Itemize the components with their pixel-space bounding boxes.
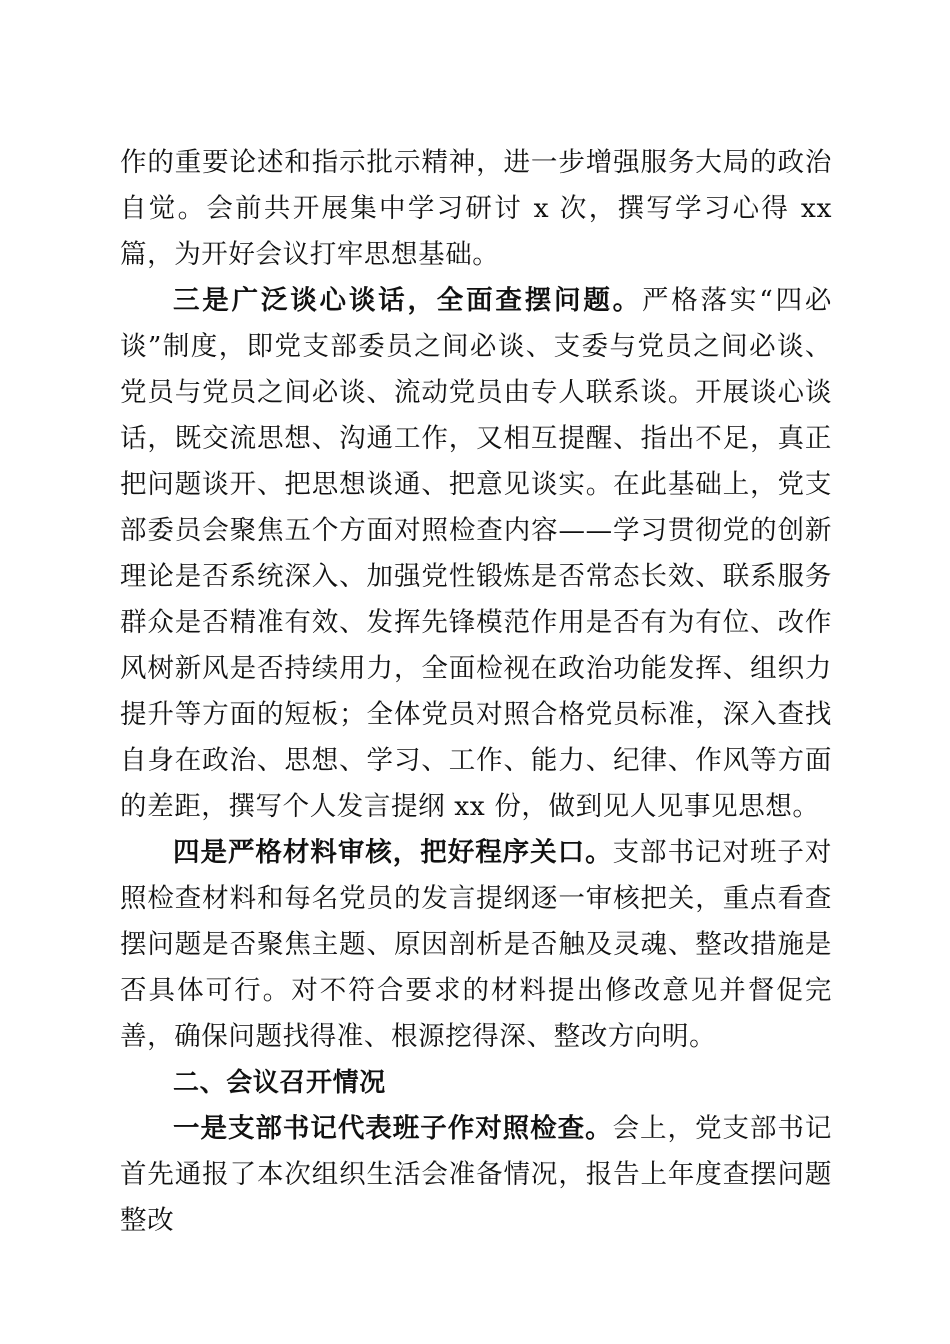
paragraph-review — [120, 830, 832, 1060]
paragraph-lead: 四是严格材料审核，把好程序关口。 — [173, 837, 613, 868]
paragraph-text: 严格落实“四必谈”制度，即党支部委员之间必谈、支委与党员之间必谈、党员与党员之间必谈、流动党员由专人联系谈。开展谈心谈话，既交流思想、沟通工作，又相互提醒、指出不足，真正把问题谈开、把思想谈通、把意见谈实。在此基础上，党支部委员会聚焦五个方面对照检查内容——学习贯彻党的创新理论是否系统深入、加强党性锻炼是否常态长效、联系服务群众是否精准有效、发挥先锋模范作用是否有为有位、改作风树新风是否持续用力，全面检视在政治功能发挥、组织力提升等方面的短板；全体党员对照合格党员标准，深入查找自身在政治、思想、学习、工作、能力、纪律、作风等方面的差距，撰写个人发言提纲 xx 份，做到见人见事见思想。 — [120, 285, 832, 822]
paragraph-text: 会上，党支部书记首先通报了本次组织生活会准备情况，报告上年度查摆问题整改 — [120, 1113, 832, 1236]
document-body — [120, 140, 832, 1244]
section-heading: 二、会议召开情况 — [173, 1068, 386, 1098]
paragraph-lead: 三是广泛谈心谈话，全面查摆问题。 — [173, 285, 642, 316]
paragraph-talks — [120, 278, 832, 830]
paragraph-meeting — [120, 1106, 832, 1244]
paragraph-text: 作的重要论述和指示批示精神，进一步增强服务大局的政治自觉。会前共开展集中学习研讨 x 次，撰写学习心得 xx 篇，为开好会议打牢思想基础。 — [120, 147, 832, 270]
paragraph-continuation — [120, 140, 832, 278]
paragraph-text: 支部书记对班子对照检查材料和每名党员的发言提纲逐一审核把关，重点看查摆问题是否聚焦主题、原因剖析是否触及灵魂、整改措施是否具体可行。对不符合要求的材料提出修改意见并督促完善，确保问题找得准、根源挖得深、整改方向明。 — [120, 837, 832, 1052]
paragraph-lead: 一是支部书记代表班子作对照检查。 — [173, 1113, 613, 1144]
